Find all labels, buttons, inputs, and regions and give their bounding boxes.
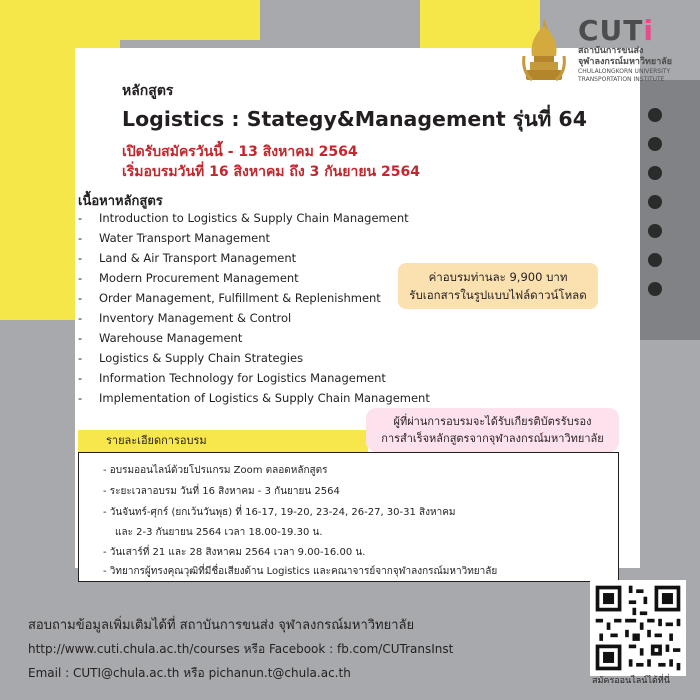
fee-line-2: รับเอกสารในรูปแบบไฟล์ดาวน์โหลด: [409, 288, 587, 302]
dot-icon: [648, 108, 662, 122]
poster: CUTi สถาบันการขนส่ง จุฬาลงกรณ์มหาวิทยาลัย CHULALONGKORN UNIVERSITY TRANSPORTATION INSTITUTE หลักสูตร Logistics : Stategy&Management รุ่นที่ 64 เปิดรับสมัครวันนี้ - 13 สิงหาคม 2564 เริ่มอบรมวันที่ 16 สิงหาคม ถึง 3 กันยายน 2564 เนื้อหาหลักสูตร - Introduction to Logistics & Supply Chain Management - Water Transport Management - Land & Air Transport Management - Modern Procurement Management - Order Management, Fulfillment & Replenishment - Inventory Management & Control - Warehouse Management - Logistics & Supply Chain Strategies - Information Technology for Logistics Management - Implementation of Logistics & Supply Chain Management ค่าอบรมท่านละ 9,900 บาท รับเอกสารในรูปแบบไฟล์ดาวน์โหลด รายละเอียดการอบรม ผู้ที่ผ่านการอบรมจะได้รับเกียรติบัตรรับรอง การสำเร็จหลักสูตรจากจุฬาลงกรณ์มหาวิทยาลัย - อบรมออนไลน์ด้วยโปรแกรม Zoom ตลอดหลักสูตร - ระยะเวลาอบรม วันที่ 16 สิงหาคม - 3 กันยายน 2564 - วันจันทร์-ศุกร์ (ยกเว้นวันพุธ) ที่ 16-17, 19-20, 23-24, 26-27, 30-31 สิงหาคม และ 2-3 กันยายน 2564 เวลา 18.00-19.30 น. - วันเสาร์ที่ 21 และ 28 สิงหาคม 2564 เวลา 9.00-16.00 น. - วิทยากรผู้ทรงคุณวุฒิที่มีชื่อเสียงด้าน Logistics และคณาจารย์จากจุฬาลงกรณ์มหาวิทยาลัย สอบถามข้อมูลเพิ่มเติมได้ที่ สถาบันการขนส่ง จุฬาลงกรณ์มหาวิทยาลัย http://www.cuti.chula.ac.th/courses หรือ Facebook : fb.com/CUTransInst Email : CUTI@chula.ac.th หรือ pichanun.t@chula.ac.th สมัครออนไลน์ได้ที่นี่: [0, 0, 700, 700]
details-item: - อบรมออนไลน์ด้วยโปรแกรม Zoom ตลอดหลักสูตร: [103, 465, 328, 476]
cuti-logo: [520, 16, 695, 96]
details-box: [78, 452, 619, 582]
dot-icon: [648, 195, 662, 209]
course-title: Logistics : Stategy&Management รุ่นที่ 64: [122, 107, 587, 131]
qr-code-icon[interactable]: [590, 580, 686, 676]
certificate-line-1: ผู้ที่ผ่านการอบรมจะได้รับเกียรติบัตรรับรอง: [393, 415, 592, 428]
details-item: - วันเสาร์ที่ 21 และ 28 สิงหาคม 2564 เวลา 9.00-16.00 น.: [103, 547, 366, 558]
footer-web-links[interactable]: http://www.cuti.chula.ac.th/courses หรือ Facebook : fb.com/CUTransInst: [28, 642, 454, 656]
footer-email[interactable]: Email : CUTI@chula.ac.th หรือ pichanun.t@chula.ac.th: [28, 666, 351, 680]
qr-caption: สมัครออนไลน์ได้ที่นี่: [592, 676, 670, 686]
dot-icon: [648, 224, 662, 238]
course-prefix: หลักสูตร: [122, 83, 174, 99]
logo-name-en-1: CHULALONGKORN UNIVERSITY: [578, 68, 671, 75]
logo-brand: CUTi: [578, 14, 654, 47]
fee-box: [398, 263, 598, 309]
registration-date: เปิดรับสมัครวันนี้ - 13 สิงหาคม 2564: [122, 144, 358, 160]
chula-crest-icon: [520, 16, 568, 86]
logo-text: [578, 16, 672, 84]
logo-name-th-2: จุฬาลงกรณ์มหาวิทยาลัย: [578, 57, 673, 67]
footer-inquiry: สอบถามข้อมูลเพิ่มเติมได้ที่ สถาบันการขนส่ง จุฬาลงกรณ์มหาวิทยาลัย: [28, 618, 415, 633]
decorative-dots: [648, 108, 662, 296]
certificate-box: [366, 408, 619, 452]
details-item: - วันจันทร์-ศุกร์ (ยกเว้นวันพุธ) ที่ 16-17, 19-20, 23-24, 26-27, 30-31 สิงหาคม: [103, 507, 456, 518]
dot-icon: [648, 282, 662, 296]
fee-line-1: ค่าอบรมท่านละ 9,900 บาท: [428, 270, 568, 284]
details-header: รายละเอียดการอบรม: [78, 430, 368, 452]
dot-icon: [648, 137, 662, 151]
dot-icon: [648, 253, 662, 267]
logo-name-th-1: สถาบันการขนส่ง: [578, 46, 644, 56]
dot-icon: [648, 166, 662, 180]
details-item: และ 2-3 กันยายน 2564 เวลา 18.00-19.30 น.: [115, 527, 323, 538]
details-item: - ระยะเวลาอบรม วันที่ 16 สิงหาคม - 3 กันยายน 2564: [103, 486, 340, 497]
details-item: - วิทยากรผู้ทรงคุณวุฒิที่มีชื่อเสียงด้าน Logistics และคณาจารย์จากจุฬาลงกรณ์มหาวิทยาลัย: [103, 566, 498, 577]
certificate-line-2: การสำเร็จหลักสูตรจากจุฬาลงกรณ์มหาวิทยาลัย: [381, 432, 604, 445]
logo-name-en-2: TRANSPORTATION INSTITUTE: [578, 76, 665, 83]
training-dates: เริ่มอบรมวันที่ 16 สิงหาคม ถึง 3 กันยายน 2564: [122, 164, 420, 180]
content-heading: เนื้อหาหลักสูตร: [78, 194, 163, 209]
